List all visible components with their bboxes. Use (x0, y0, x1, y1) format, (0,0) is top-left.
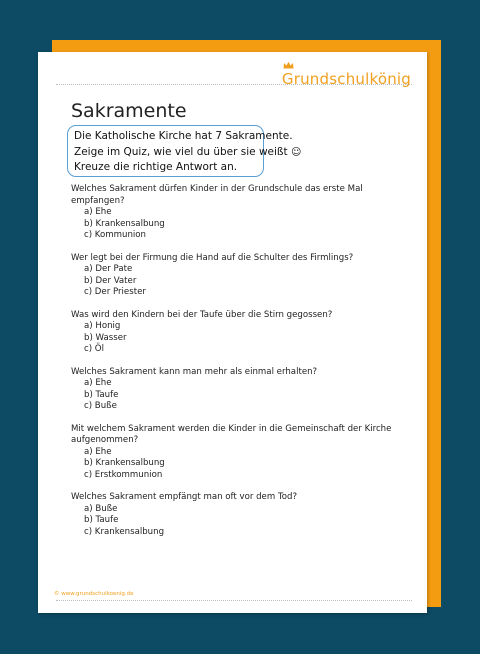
answer-options (84, 321, 416, 356)
brand-logo (282, 70, 411, 88)
answer-option[interactable]: b) Der Vater (84, 275, 137, 286)
crown-icon (283, 61, 294, 69)
answer-option[interactable]: a) Ehe (84, 207, 112, 217)
answer-option[interactable]: c) Öl (84, 344, 104, 354)
intro-line: Kreuze die richtige Antwort an. (74, 161, 238, 173)
answer-option[interactable]: b) Taufe (84, 515, 119, 525)
answer-options (84, 378, 416, 413)
worksheet-page (38, 52, 427, 613)
question-block (71, 367, 416, 413)
answer-options (84, 264, 416, 299)
question-text: Was wird den Kindern bei der Taufe über die Stirn gegossen? (71, 309, 333, 320)
intro-text: Zeige im Quiz, wie viel du über sie weißt (74, 145, 288, 158)
question-text: Welches Sakrament empfängt man oft vor dem Tod? (71, 492, 298, 502)
answer-option[interactable]: c) Der Priester (84, 287, 146, 297)
answer-option[interactable]: b) Taufe (84, 389, 119, 400)
question-block (71, 184, 416, 242)
question-block (71, 253, 416, 299)
answer-option[interactable]: a) Buße (84, 503, 118, 514)
answer-options (84, 504, 416, 539)
question-block (71, 310, 416, 356)
answer-options (84, 447, 416, 482)
answer-option[interactable]: a) Honig (84, 321, 121, 331)
page-title: Sakramente (71, 100, 187, 122)
quiz-questions (71, 184, 416, 549)
brand-name: Grundschulkönig (281, 70, 411, 88)
answer-option[interactable]: b) Krankensalbung (84, 218, 165, 229)
question-text: Welches Sakrament dürfen Kinder in der Grundschule das erste Mal empfangen? (71, 184, 363, 206)
question-block (71, 492, 416, 538)
question-text: Welches Sakrament kann man mehr als einmal erhalten? (71, 366, 318, 377)
footer-copyright[interactable]: © www.grundschulkoenig.de (54, 591, 134, 597)
answer-option[interactable]: a) Ehe (84, 378, 112, 388)
answer-option[interactable]: a) Der Pate (84, 264, 133, 274)
answer-option[interactable]: c) Krankensalbung (84, 526, 165, 537)
answer-option[interactable]: c) Kommunion (84, 230, 147, 240)
answer-options (84, 207, 416, 242)
question-text: Mit welchem Sakrament werden die Kinder in die Gemeinschaft der Kirche aufgenommen? (71, 423, 392, 445)
answer-option[interactable]: a) Ehe (84, 446, 112, 457)
intro-line: Die Katholische Kirche hat 7 Sakramente. (74, 130, 293, 142)
answer-option[interactable]: b) Krankensalbung (84, 458, 165, 468)
smiley-icon: ☺ (291, 146, 302, 158)
intro-box (67, 125, 302, 177)
question-text: Wer legt bei der Firmung die Hand auf die Schulter des Firmlings? (71, 252, 354, 263)
question-block (71, 424, 416, 482)
intro-line (74, 145, 302, 161)
answer-option[interactable]: b) Wasser (84, 332, 127, 343)
answer-option[interactable]: c) Erstkommunion (84, 469, 163, 480)
answer-option[interactable]: c) Buße (84, 401, 117, 411)
